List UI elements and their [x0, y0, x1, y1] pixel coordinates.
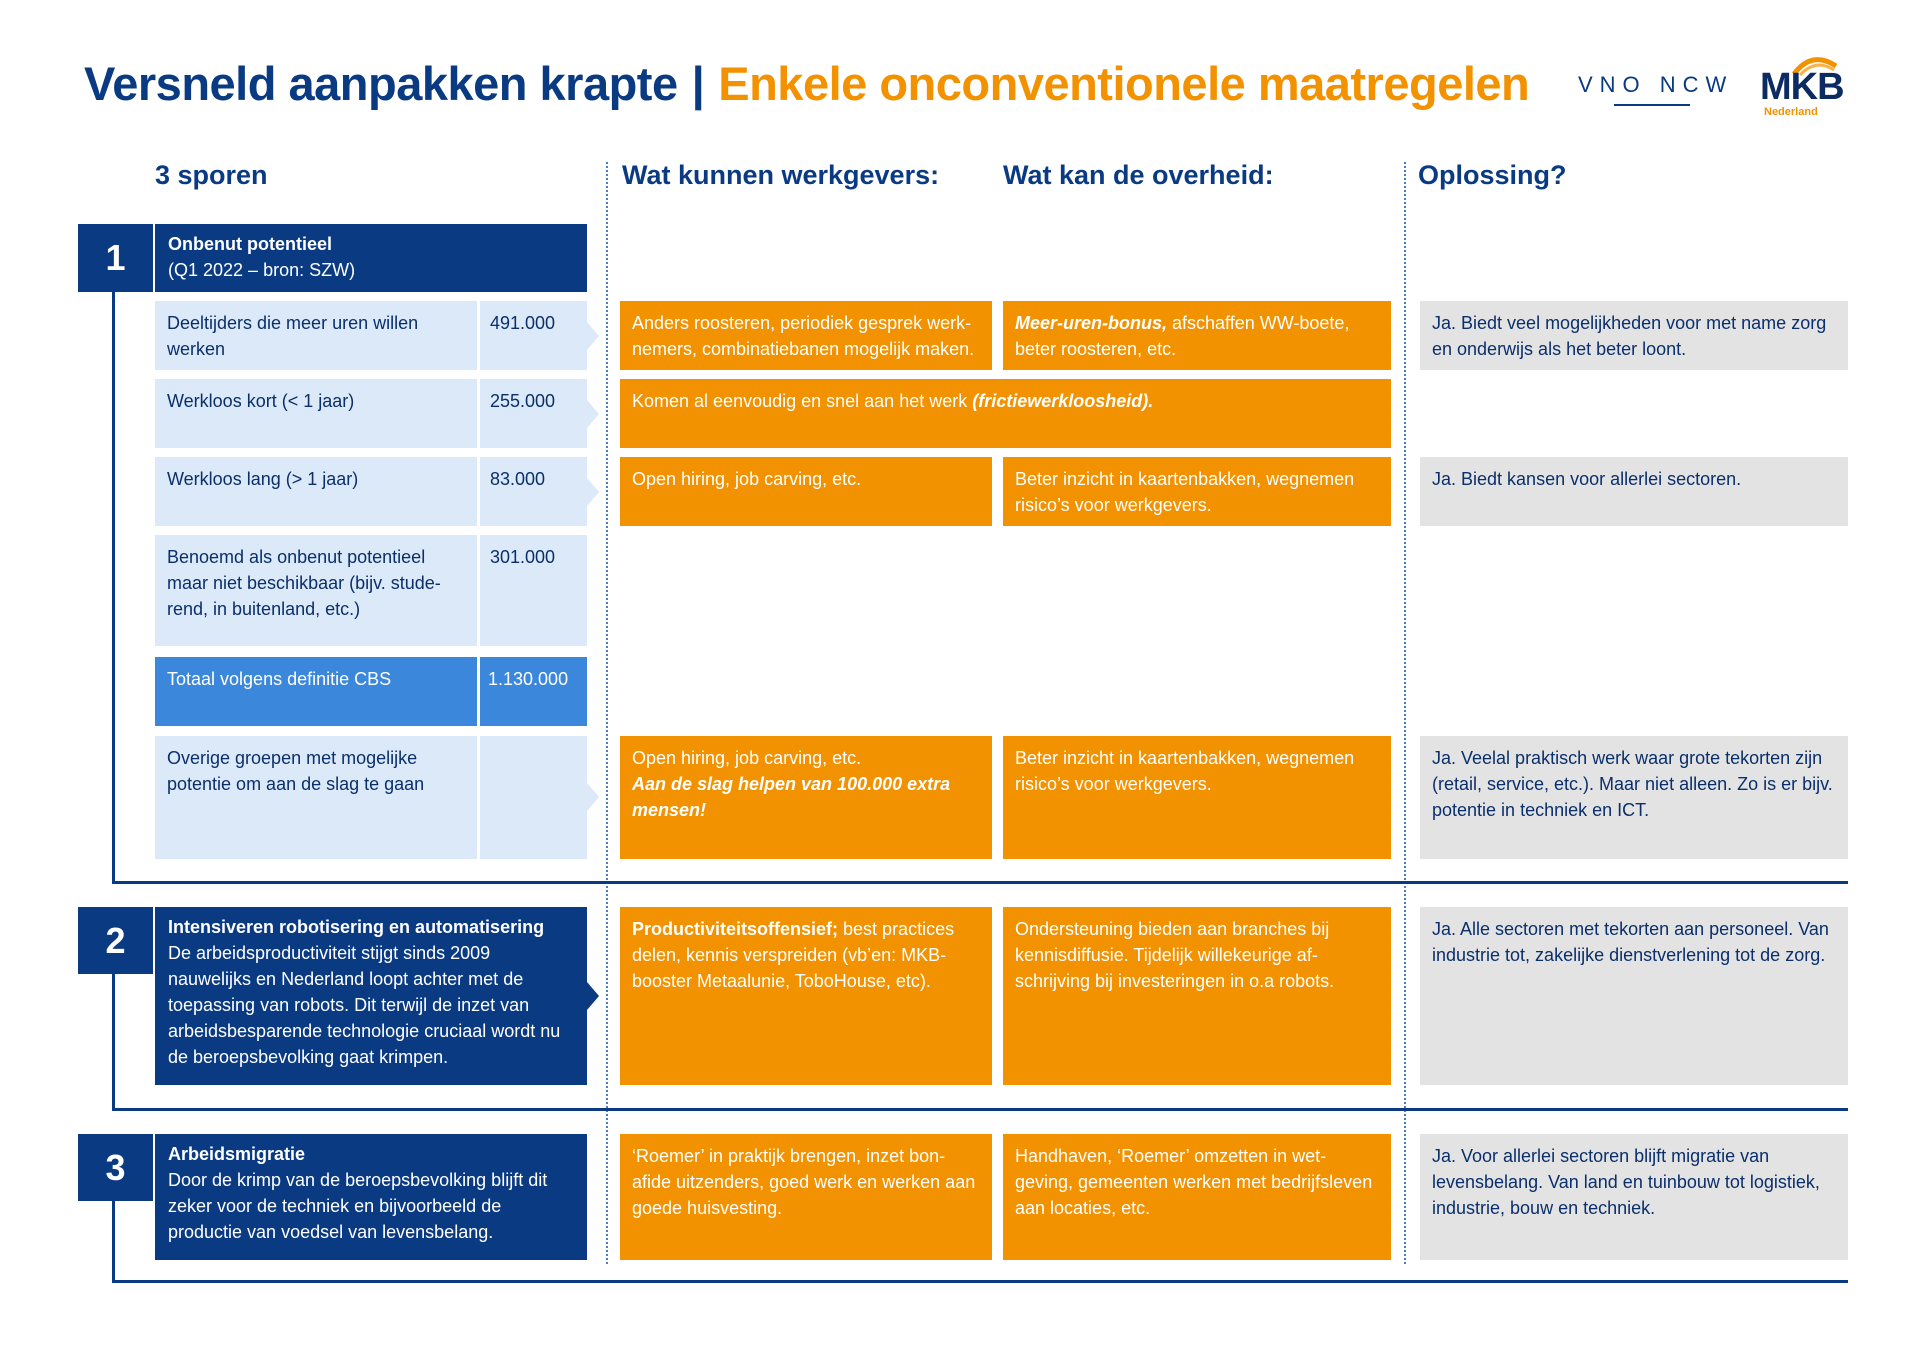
section2-werkgevers: Productiviteitsoffensief; best practices delen, kennis verspreiden (vb’en: MKB-booster Metaalunie, ToboHouse, etc).	[620, 907, 992, 1085]
section3-frame-left	[112, 1201, 115, 1283]
vno-logo-underline	[1614, 104, 1690, 106]
row-label-werkloos-kort: Werkloos kort (< 1 jaar)	[155, 379, 477, 448]
section1-number: 1	[78, 224, 153, 292]
section2-header	[155, 907, 587, 1085]
deeltijders-oplossing: Ja. Biedt veel mogelijkheden voor met name zorg en onderwijs als het beter loont.	[1420, 301, 1848, 370]
row-arrow-icon	[587, 322, 599, 350]
row-label-totaal: Totaal volgens definitie CBS	[155, 657, 477, 726]
row-label-niet-beschikbaar: Benoemd als onbenut potentieel maar niet beschikbaar (bijv. stude-rend, in buitenland, etc.)	[155, 535, 477, 646]
section2-overheid: Ondersteuning bieden aan branches bij kennisdiffusie. Tijdelijk willekeurige af-schrijving bij investeringen in o.a robots.	[1003, 907, 1391, 1085]
vno-logo-text: VNO NCW	[1578, 72, 1734, 97]
row-label-werkloos-lang: Werkloos lang (> 1 jaar)	[155, 457, 477, 526]
section2-oplossing: Ja. Alle sectoren met tekorten aan personeel. Van industrie tot, zakelijke dienstverlening tot de zorg.	[1420, 907, 1848, 1085]
section3-header	[155, 1134, 587, 1260]
row-value-overige-groepen	[480, 736, 587, 859]
section1-header	[155, 224, 587, 292]
section2-frame-bottom	[112, 1108, 1848, 1111]
title-part1: Versneld aanpakken krapte	[84, 57, 678, 110]
mkb-logo-text: MKB	[1760, 66, 1844, 108]
row-arrow-icon	[587, 400, 599, 428]
section3-oplossing: Ja. Voor allerlei sectoren blijft migratie van levensbelang. Van land en tuinbouw tot logistiek, industrie, bouw en techniek.	[1420, 1134, 1848, 1260]
column-divider-left	[606, 162, 608, 1264]
section2-header-body: De arbeidsproductiviteit stijgt sinds 2009 nauwelijks en Nederland loopt achter met de toepassing van robots. Dit terwijl de inzet van arbeidsbesparende technologie cruciaal wordt nu de beroepsbevolking gaat krimpen.	[168, 943, 561, 1067]
row-value-werkloos-lang: 83.000	[480, 457, 587, 526]
column-header-sporen: 3 sporen	[155, 160, 268, 190]
section3-header-body: Door de krimp van de beroepsbevolking blijft dit zeker voor de techniek en bijvoorbeeld de productie van voedsel van levensbelang.	[168, 1170, 548, 1242]
overige-overheid: Beter inzicht in kaartenbakken, wegnemen risico’s voor werkgevers.	[1003, 736, 1391, 859]
column-header-werkgevers: Wat kunnen werkgevers:	[622, 160, 940, 190]
vno-ncw-logo	[1578, 72, 1734, 106]
deeltijders-overheid: Meer-uren-bonus, afschaffen WW-boete, beter roosteren, etc.	[1003, 301, 1391, 370]
section3-number: 3	[78, 1134, 153, 1201]
column-divider-right	[1404, 162, 1406, 1264]
row-value-niet-beschikbaar: 301.000	[480, 535, 587, 646]
row-arrow-icon	[587, 478, 599, 506]
section3-werkgevers: ‘Roemer’ in praktijk brengen, inzet bon-afide uitzenders, goed werk en werken aan goede huisvesting.	[620, 1134, 992, 1260]
section3-header-title: Arbeidsmigratie	[168, 1144, 306, 1164]
werkloos-lang-oplossing: Ja. Biedt kansen voor allerlei sectoren.	[1420, 457, 1848, 526]
mkb-nederland-logo	[1756, 54, 1856, 120]
section1-header-sub: (Q1 2022 – bron: SZW)	[168, 260, 356, 280]
section3-overheid: Handhaven, ‘Roemer’ omzetten in wet-geving, gemeenten werken met bedrijfsleven aan locaties, etc.	[1003, 1134, 1391, 1260]
row-label-deeltijders: Deeltijders die meer uren willen werken	[155, 301, 477, 370]
page-title	[84, 56, 1529, 111]
row-value-totaal: 1.130.000	[480, 657, 587, 726]
overige-werkgevers: Open hiring, job carving, etc. Aan de slag helpen van 100.000 extra mensen!	[620, 736, 992, 859]
werkloos-lang-overheid: Beter inzicht in kaartenbakken, wegnemen risico’s voor werkgevers.	[1003, 457, 1391, 526]
mkb-logo-subtext: Nederland	[1764, 106, 1818, 118]
werkloos-kort-werkgevers: Komen al eenvoudig en snel aan het werk (frictiewerkloosheid).	[620, 379, 1391, 448]
column-header-overheid: Wat kan de overheid:	[1003, 160, 1274, 190]
section2-header-title: Intensiveren robotisering en automatisering	[168, 917, 545, 937]
section1-frame-left	[112, 292, 115, 884]
section3-frame-bottom	[112, 1280, 1848, 1283]
row-arrow-icon	[587, 783, 599, 811]
row-label-overige-groepen: Overige groepen met mogelijke potentie om aan de slag te gaan	[155, 736, 477, 859]
deeltijders-werkgevers: Anders roosteren, periodiek gesprek werk-nemers, combinatiebanen mogelijk maken.	[620, 301, 992, 370]
title-part2: Enkele onconventionele maatregelen	[718, 57, 1530, 110]
werkloos-lang-werkgevers: Open hiring, job carving, etc.	[620, 457, 992, 526]
section2-number: 2	[78, 907, 153, 974]
section2-frame-left	[112, 974, 115, 1111]
section1-frame-bottom	[112, 881, 1848, 884]
overige-oplossing: Ja. Veelal praktisch werk waar grote tekorten zijn (retail, service, etc.). Maar niet alleen. Zo is er bijv. potentie in techniek en ICT.	[1420, 736, 1848, 859]
row-value-deeltijders: 491.000	[480, 301, 587, 370]
section1-header-title: Onbenut potentieel	[168, 234, 332, 254]
row-arrow-icon	[587, 982, 599, 1010]
title-separator: |	[691, 57, 705, 110]
row-value-werkloos-kort: 255.000	[480, 379, 587, 448]
column-header-oplossing: Oplossing?	[1418, 160, 1567, 190]
